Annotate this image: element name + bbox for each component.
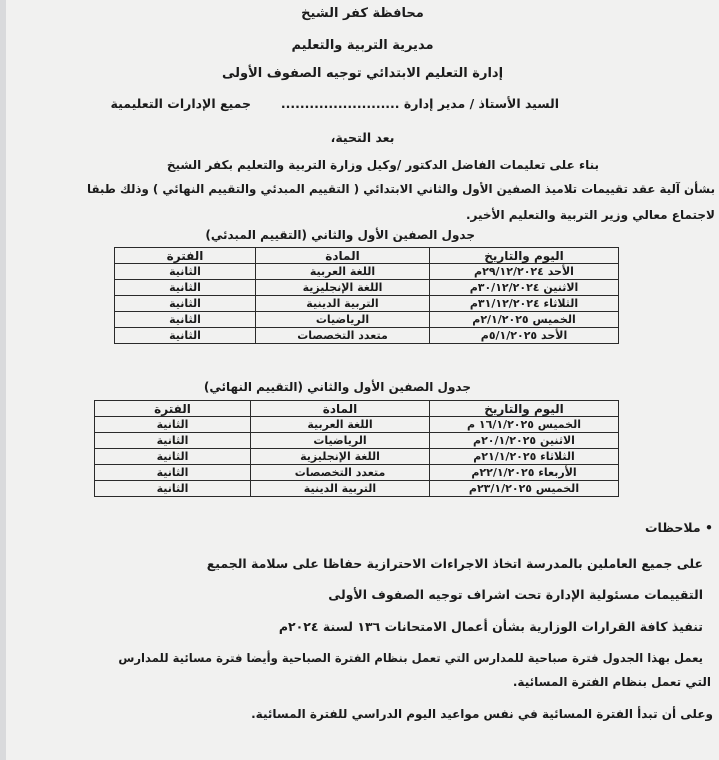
table2-title: جدول الصفين الأول والثاني (التقييم النهائي) bbox=[203, 380, 471, 394]
cell-date: الثلاثاء ٢١/١/٢٠٢٥م bbox=[430, 449, 619, 465]
directorate-heading: مديرية التربية والتعليم bbox=[291, 38, 434, 53]
department-heading: إدارة التعليم الابتدائي توجيه الصفوف الأولى bbox=[221, 66, 504, 81]
table-row bbox=[115, 296, 619, 312]
column-header-subject: المادة bbox=[251, 401, 430, 417]
cell-period: الثانية bbox=[95, 433, 251, 449]
note-item: وعلى أن تبدأ الفترة المسائية في نفس مواعيد اليوم الدراسي للفترة المسائية. bbox=[251, 707, 713, 721]
cell-subject: التربية الدينية bbox=[256, 296, 430, 312]
table-row bbox=[115, 264, 619, 280]
cell-date: الخميس ١٦/١/٢٠٢٥ م bbox=[430, 417, 619, 433]
cell-period: الثانية bbox=[95, 449, 251, 465]
column-header-period: الفترة bbox=[115, 248, 256, 264]
column-header-subject: المادة bbox=[256, 248, 430, 264]
initial-assessment-table bbox=[114, 247, 619, 344]
body-line-3: لاجتماع معالي وزير التربية والتعليم الأخير. bbox=[465, 208, 715, 222]
cell-period: الثانية bbox=[115, 328, 256, 344]
cell-subject: الرياضيات bbox=[256, 312, 430, 328]
table-row bbox=[95, 449, 619, 465]
cell-period: الثانية bbox=[115, 264, 256, 280]
table-row bbox=[95, 465, 619, 481]
cell-date: الاثنين ٢٠/١/٢٠٢٥م bbox=[430, 433, 619, 449]
notes-title-text: ملاحظات bbox=[644, 520, 701, 535]
cell-subject: التربية الدينية bbox=[251, 481, 430, 497]
cell-subject: الرياضيات bbox=[251, 433, 430, 449]
table-row bbox=[115, 312, 619, 328]
addressee-label: السيد الأستاذ / مدير إدارة ......................... bbox=[280, 96, 559, 111]
table-row bbox=[95, 481, 619, 497]
document-page bbox=[6, 0, 719, 760]
cell-period: الثانية bbox=[115, 296, 256, 312]
table-row bbox=[115, 280, 619, 296]
addressee-target: جميع الإدارات التعليمية bbox=[110, 96, 251, 111]
cell-period: الثانية bbox=[115, 280, 256, 296]
table-row bbox=[95, 433, 619, 449]
cell-subject: اللغة الإنجليزية bbox=[256, 280, 430, 296]
table-header-row bbox=[115, 248, 619, 264]
note-item: يعمل بهذا الجدول فترة صباحية للمدارس التي تعمل بنظام الفترة الصباحية وأيضا فترة مسائية للمدارس bbox=[118, 651, 703, 665]
cell-subject: اللغة الإنجليزية bbox=[251, 449, 430, 465]
table-row bbox=[95, 417, 619, 433]
cell-period: الثانية bbox=[115, 312, 256, 328]
final-assessment-table bbox=[94, 400, 619, 497]
cell-date: الأحد ٢٩/١٢/٢٠٢٤م bbox=[430, 264, 619, 280]
governorate-heading: محافظة كفر الشيخ bbox=[301, 6, 424, 21]
body-line-1: بناء على تعليمات الفاضل الدكتور /وكيل وزارة التربية والتعليم بكفر الشيخ bbox=[166, 158, 599, 172]
cell-date: الخميس ٢٣/١/٢٠٢٥م bbox=[430, 481, 619, 497]
cell-period: الثانية bbox=[95, 417, 251, 433]
column-header-date: اليوم والتاريخ bbox=[430, 401, 619, 417]
note-item: التي تعمل بنظام الفترة المسائية. bbox=[512, 675, 711, 689]
table-header-row bbox=[95, 401, 619, 417]
body-line-2: بشأن آلية عقد تقييمات تلاميذ الصفين الأول والثاني الابتدائي ( التقييم المبدئي والتقييم النهائي ) وذلك طبقا bbox=[87, 182, 715, 196]
cell-period: الثانية bbox=[95, 465, 251, 481]
cell-subject: متعدد التخصصات bbox=[251, 465, 430, 481]
cell-subject: متعدد التخصصات bbox=[256, 328, 430, 344]
table1-title: جدول الصفين الأول والثاني (التقييم المبدئي) bbox=[205, 228, 475, 242]
column-header-period: الفترة bbox=[95, 401, 251, 417]
cell-date: الاثنين ٣٠/١٢/٢٠٢٤م bbox=[430, 280, 619, 296]
cell-period: الثانية bbox=[95, 481, 251, 497]
cell-subject: اللغة العربية bbox=[251, 417, 430, 433]
cell-subject: اللغة العربية bbox=[256, 264, 430, 280]
cell-date: الخميس ٢/١/٢٠٢٥م bbox=[430, 312, 619, 328]
greeting: بعد التحية، bbox=[330, 130, 395, 145]
note-item: على جميع العاملين بالمدرسة اتخاذ الاجراءات الاحترازية حفاظا على سلامة الجميع bbox=[206, 556, 703, 571]
cell-date: الأربعاء ٢٢/١/٢٠٢٥م bbox=[430, 465, 619, 481]
table-row bbox=[115, 328, 619, 344]
note-item: تنفيذ كافة القرارات الوزارية بشأن أعمال الامتحانات ١٣٦ لسنة ٢٠٢٤م bbox=[278, 619, 703, 634]
cell-date: الأحد ٥/١/٢٠٢٥م bbox=[430, 328, 619, 344]
cell-date: الثلاثاء ٣١/١٢/٢٠٢٤م bbox=[430, 296, 619, 312]
note-item: التقييمات مسئولية الإدارة تحت اشراف توجيه الصفوف الأولى bbox=[328, 587, 703, 602]
notes-title: • ملاحظات bbox=[644, 520, 713, 535]
column-header-date: اليوم والتاريخ bbox=[430, 248, 619, 264]
